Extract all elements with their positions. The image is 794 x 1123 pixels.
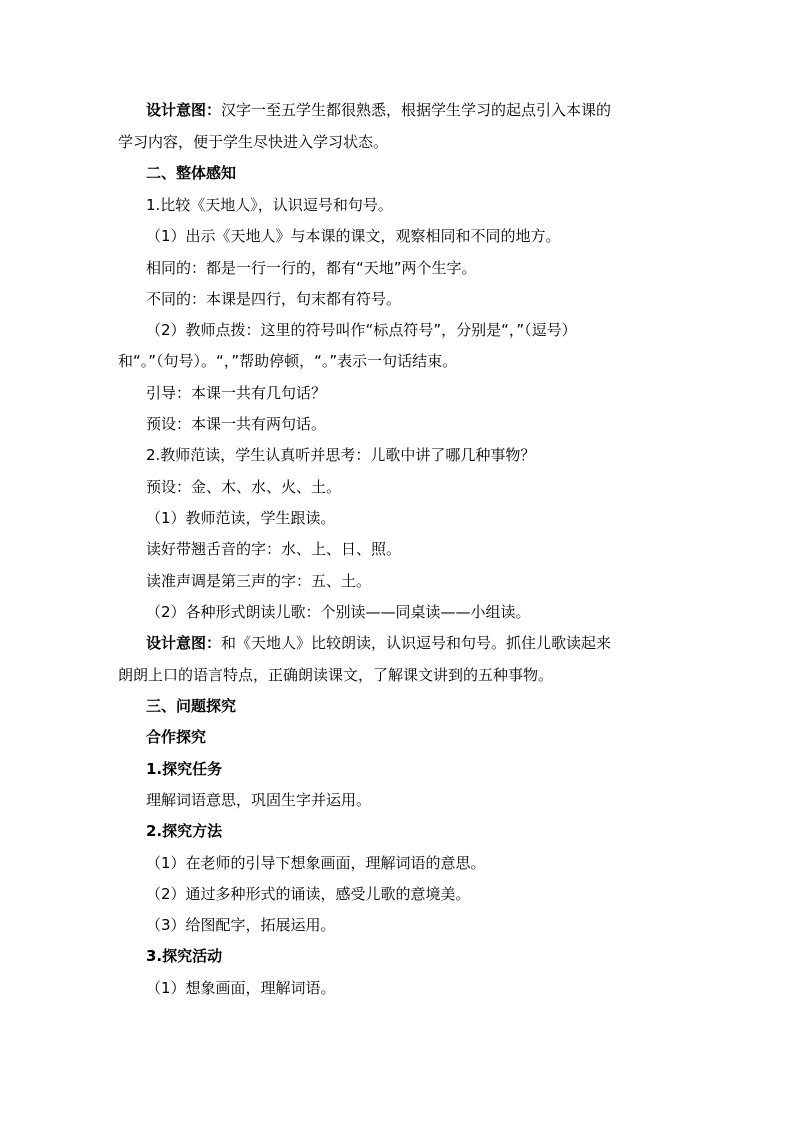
- step-2-heading: 2.教师范读，学生认真听并思考：儿歌中讲了哪几种事物？: [146, 446, 536, 464]
- body-line: （1）想象画面，理解词语。: [146, 979, 336, 997]
- subheading-method: 2.探究方法: [146, 822, 223, 840]
- subheading-activity: 3.探究活动: [146, 947, 223, 965]
- body-line: 理解词语意思，巩固生字并运用。: [146, 791, 372, 809]
- body-line: 和“。”（句号）。“，”帮助停顿，“。”表示一句话结束。: [118, 352, 458, 370]
- design-intent-label: 设计意图：: [146, 634, 222, 652]
- body-line: （1）教师范读，学生跟读。: [146, 509, 336, 527]
- design-intent-1-line: [118, 95, 611, 126]
- body-line: （1）在老师的引导下想象画面，理解词语的意思。: [146, 854, 486, 872]
- body-line: （2）各种形式朗读儿歌：个别读——同桌读——小组读。: [146, 603, 531, 621]
- design-intent-label: 设计意图：: [146, 101, 222, 119]
- body-line: 不同的：本课是四行，句末都有符号。: [146, 290, 402, 308]
- design-intent-2-line: [118, 628, 611, 659]
- subheading-cooperative: 合作探究: [146, 728, 207, 746]
- design-intent-text: 和《天地人》比较朗读，认识逗号和句号。抓住儿歌读起来: [221, 634, 612, 652]
- section-heading-inquiry: 三、问题探究: [146, 697, 237, 715]
- subheading-task: 1.探究任务: [146, 760, 223, 778]
- design-intent-2-cont: 朗朗上口的语言特点，正确朗读课文，了解课文讲到的五种事物。: [118, 666, 554, 684]
- body-line: 读准声调是第三声的字：五、土。: [146, 572, 372, 590]
- body-line: 预设：金、木、水、火、土。: [146, 478, 342, 496]
- section-heading-overall: 二、整体感知: [146, 164, 237, 182]
- body-line: 读好带翘舌音的字：水、上、日、照。: [146, 540, 402, 558]
- step-1-heading: 1.比较《天地人》，认识逗号和句号。: [146, 196, 393, 214]
- body-line: 相同的：都是一行一行的，都有“天地”两个生字。: [146, 259, 477, 277]
- body-line: （1）出示《天地人》与本课的课文，观察相同和不同的地方。: [146, 227, 561, 245]
- body-line: 引导：本课一共有几句话？: [146, 384, 327, 402]
- design-intent-text: 汉字一至五学生都很熟悉，根据学生学习的起点引入本课的: [221, 101, 612, 119]
- body-line: （2）通过多种形式的诵读，感受儿歌的意境美。: [146, 885, 471, 903]
- body-line: 预设：本课一共有两句话。: [146, 415, 327, 433]
- body-line: （2）教师点拨：这里的符号叫作“标点符号”，分别是“，”（逗号）: [146, 321, 577, 339]
- design-intent-1-cont: 学习内容，便于学生尽快进入学习状态。: [118, 133, 389, 151]
- body-line: （3）给图配字，拓展运用。: [146, 916, 336, 934]
